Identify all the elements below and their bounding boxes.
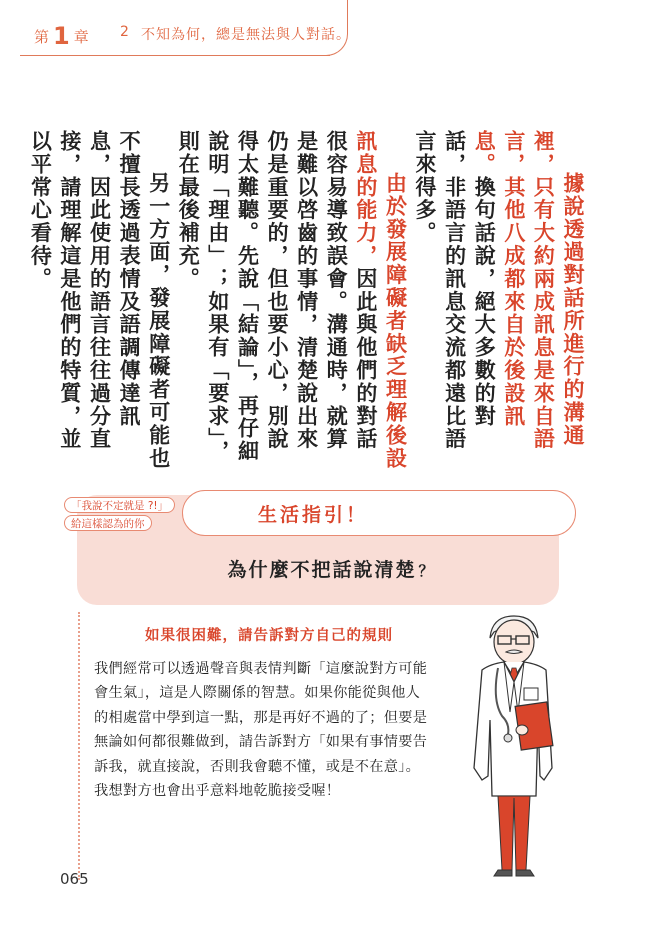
advice-paragraph	[94, 657, 428, 803]
advice-line: 會生氣」，這是人際關係的智慧。如果你能從與他人	[94, 685, 421, 702]
section-title: 不知為何，總是無法與人對話。	[141, 27, 351, 43]
guide-tag-for-you: 給這樣認為的你	[64, 515, 152, 531]
running-header	[0, 0, 350, 56]
advice-line: 無論如何都很難做到，請告訴對方「如果有事情要告	[94, 734, 428, 751]
paragraph-3-text: 另一方面，發展障礙者可能也不擅長透過表情及語調傳達訊息，因此使用的語言往往過分直接，請理解這是他們的特質，並以平常心看待。	[28, 130, 172, 470]
paragraph-2-highlight: 由於發展障礙者缺乏理解後設訊息的能力，	[353, 130, 409, 470]
chapter-label	[34, 20, 90, 48]
advice-line: 的相處當中學到這一點，那是再好不過的了；但要是	[94, 709, 428, 726]
advice-line: 我想對方也會出乎意料地乾脆接受喔！	[94, 783, 341, 800]
dotted-border	[78, 612, 80, 880]
guide-question-text: 為什麼不把話說清楚	[227, 559, 417, 581]
chapter-suffix: 章	[73, 28, 90, 46]
guide-title-bar	[182, 490, 576, 536]
chapter-prefix: 第	[34, 28, 51, 46]
doctor-illustration	[452, 608, 572, 878]
paragraph-2-rest: 因此與他們的對話很容易導致誤會。溝通時，就算是難以啓齒的事情，清楚說出來仍是重要的，但也要小心，別說得太難聽。先說「結論」，再仔細說明「理由」；如果有「要求」，則在最後補充。	[176, 130, 379, 463]
header-rule	[20, 55, 330, 56]
paragraph-1	[410, 130, 588, 470]
advice-line: 我們經常可以透過聲音與表情判斷「這麼說對方可能	[94, 661, 428, 677]
guide-tag-maybe-me: 「我說不定就是 ?!」	[64, 497, 175, 513]
section-number: 2	[120, 24, 129, 40]
guide-question	[0, 555, 663, 582]
paragraph-2	[174, 130, 411, 470]
advice-line: 訴我，就直接說，否則我會聽不懂，或是不在意」。	[94, 758, 421, 775]
guide-question-mark: ？	[418, 562, 436, 580]
page-number: 065	[60, 870, 89, 888]
body-text	[28, 130, 588, 470]
chapter-number: 1	[53, 22, 71, 50]
paragraph-3	[26, 130, 174, 470]
paragraph-1-rest: 換句話說，絕大多數的對話，非語言的訊息交流都遠比語言來得多。	[413, 130, 498, 451]
guide-title: 生活指引！	[258, 504, 369, 526]
paragraph-1-highlight: 據說透過對話所進行的溝通裡，只有大約兩成訊息是來自語言，其他八成都來自於後設訊息。	[472, 130, 586, 451]
advice-subtitle: 如果很困難，請告訴對方自己的規則	[145, 628, 393, 644]
